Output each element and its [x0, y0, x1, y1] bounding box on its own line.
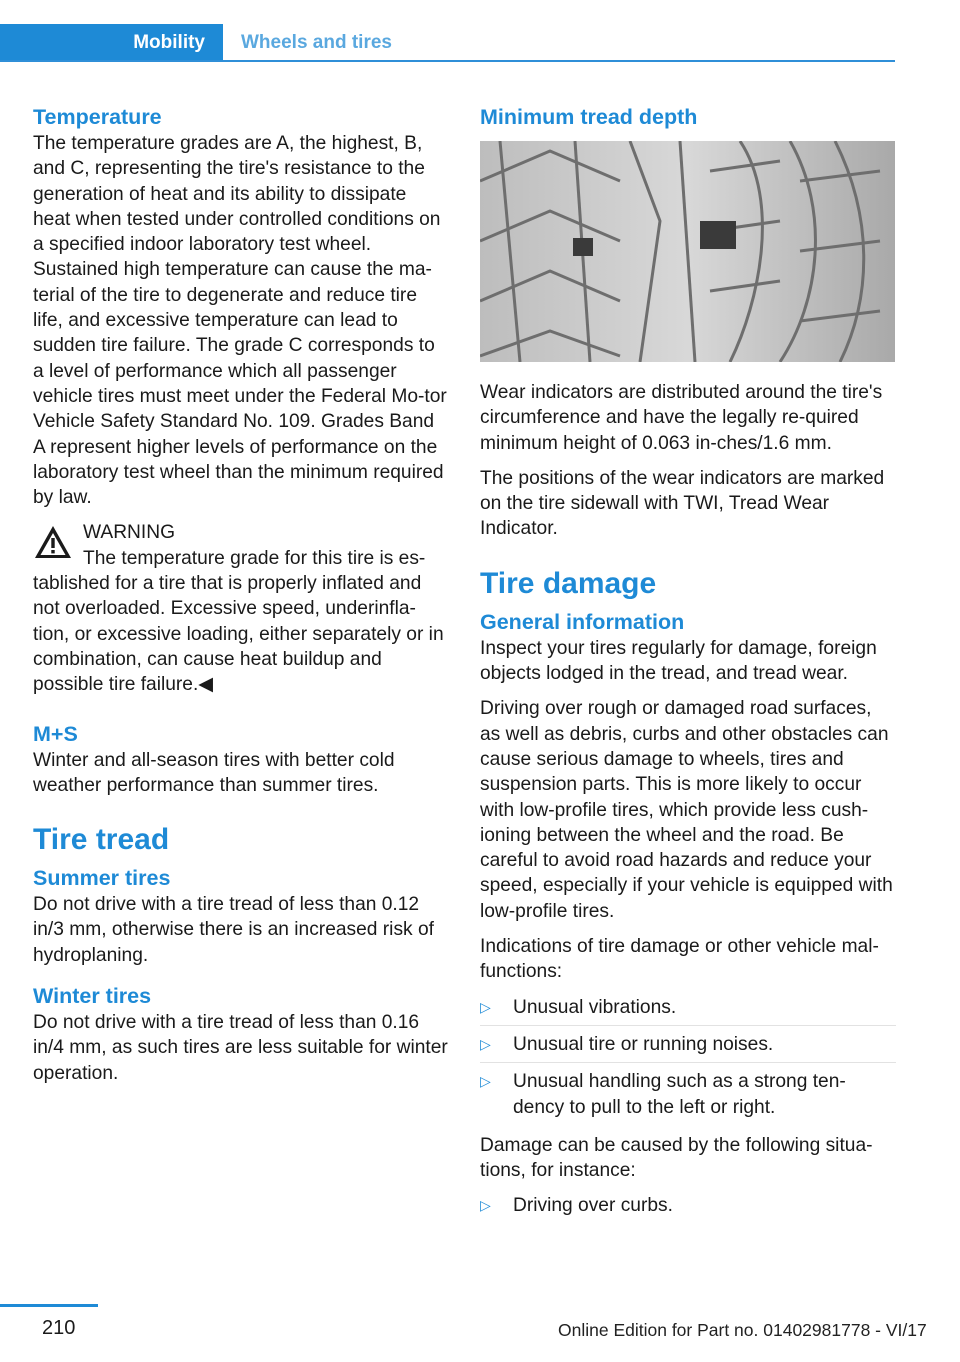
indications-list: [480, 995, 896, 1125]
min-tread-heading: Minimum tread depth: [480, 105, 698, 129]
list-item: ▷ Driving over curbs.: [480, 1193, 896, 1223]
winter-tires-body: Do not drive with a tire tread of less than 0.16 in/4 mm, as such tires are less suitable for winter operation.: [33, 1012, 448, 1084]
min-tread-p1: Wear indicators are distributed around the tire's circumference and have the legally re‐quired minimum height of 0.063 in‐ches/1.6 mm.: [480, 382, 883, 454]
page-number: 210: [42, 1317, 76, 1339]
bullet-icon: ▷: [480, 1197, 491, 1214]
warning-title: WARNING: [83, 522, 176, 544]
temperature-body: The temperature grades are A, the highest, B, and C, representing the tire's resistance to the generation of heat and its ability to dissipate heat when tested under controlled conditions on a specified indoor laboratory test wheel. Sustained high temperature can cause the ma‐terial of the tire to degenerate and reduce tire life, and excessive temperature can lead to sudden tire failure. The grade C corresponds to a level of performance which all passenger vehicle tires must meet under the Federal Mo‐tor Vehicle Safety Standard No. 109. Grades Band A represent higher levels of performance on the laboratory test wheel than the minimum required by law.: [33, 133, 447, 509]
tab-wheels-and-tires[interactable]: Wheels and tires: [241, 32, 392, 53]
left-column: [33, 103, 448, 1096]
bullet-icon: ▷: [480, 998, 491, 1015]
edition-text: Online Edition for Part no. 01402981778 - VI/17: [558, 1320, 927, 1340]
warning-triangle-icon: [33, 524, 73, 560]
warning-body: The temperature grade for this tire is es‐tablished for a tire that is properly inflated and not overloaded. Excessive speed, underinfla‐tion, or excessive loading, either separately or in combination, can cause heat buildup and possible tire failure.◀: [33, 547, 444, 696]
general-info-heading: General information: [480, 609, 685, 634]
footer-rule: [0, 1304, 98, 1307]
bullet-icon: ▷: [480, 1035, 491, 1052]
list-item: ▷ Unusual vibrations.: [480, 995, 896, 1026]
damage-p3: Indications of tire damage or other vehicle mal‐functions:: [480, 936, 879, 983]
damage-p2: Driving over rough or damaged road surfaces, as well as debris, curbs and other obstacles can cause serious damage to wheels, tires and suspension parts. This is more likely to occur with low-profile tires, which provide less cush‐ioning between the wheel and the road. Be careful to avoid road hazards and reduce your speed, especially if your vehicle is equipped with low-profile tires.: [480, 698, 893, 922]
tire-tread-photo: [480, 141, 895, 362]
ms-heading: M+S: [33, 721, 78, 746]
page-header: [0, 0, 895, 62]
summer-tires-body: Do not drive with a tire tread of less than 0.12 in/3 mm, otherwise there is an increased risk of hydroplaning.: [33, 894, 434, 966]
tire-tread-title: Tire tread: [33, 823, 170, 857]
bullet-icon: ▷: [480, 1073, 491, 1090]
tire-damage-title: Tire damage: [480, 566, 657, 600]
winter-tires-heading: Winter tires: [33, 984, 152, 1009]
list-item: ▷ Unusual handling such as a strong ten‐dency to pull to the left or right.: [480, 1071, 846, 1118]
summer-tires-heading: Summer tires: [33, 866, 171, 891]
damage-p4: Damage can be caused by the following situa‐tions, for instance:: [480, 1134, 873, 1182]
right-column: [480, 103, 896, 1232]
temperature-heading: Temperature: [33, 105, 162, 129]
header-rule: [0, 60, 895, 62]
warning-box: [33, 520, 448, 697]
tab-mobility[interactable]: Mobility: [0, 24, 223, 62]
min-tread-p2: The positions of the wear indicators are marked on the tire sidewall with TWI, Tread Wear Indicator.: [480, 467, 885, 540]
situations-list: [480, 1193, 896, 1223]
list-item: ▷ Unusual tire or running noises.: [480, 1032, 896, 1063]
ms-body: Winter and all-season tires with better cold weather performance than summer tires.: [33, 749, 395, 796]
damage-p1: Inspect your tires regularly for damage, foreign objects lodged in the tread, and tread wear.: [480, 637, 877, 685]
